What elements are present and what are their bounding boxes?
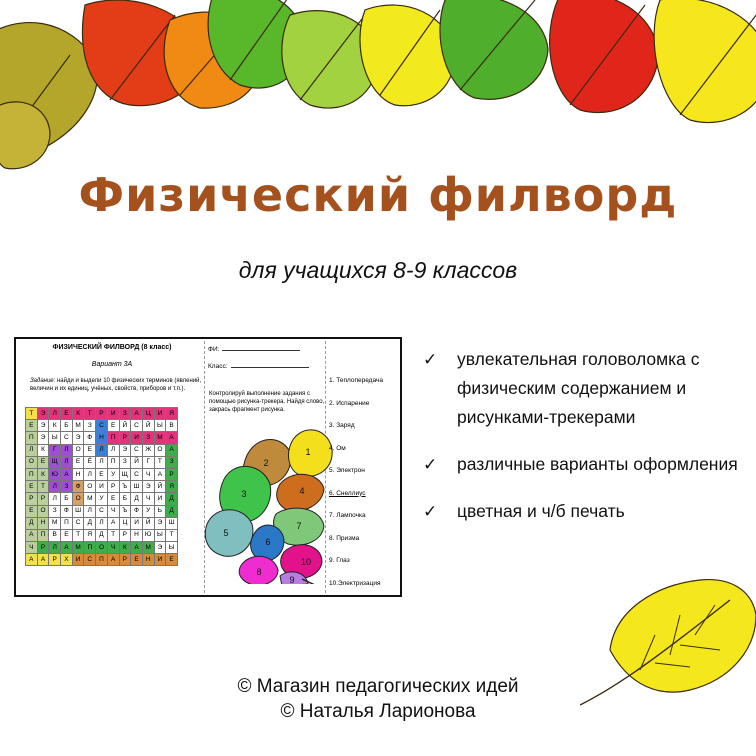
worksheet-preview: [14, 337, 402, 597]
grid-cell: Р: [49, 554, 61, 566]
grid-cell: Т: [166, 529, 178, 541]
worksheet-variant: Вариант 3А: [91, 361, 133, 368]
grid-cell: Д: [166, 505, 178, 517]
grid-cell: Й: [119, 420, 131, 432]
grid-cell: Л: [26, 444, 38, 456]
grid-cell: Щ: [49, 456, 61, 468]
grid-cell: М: [84, 493, 96, 505]
grid-cell: Ю: [142, 529, 154, 541]
leaf-num-5: 5: [223, 528, 229, 538]
grid-cell: Р: [96, 408, 108, 420]
fi-field: [208, 346, 300, 353]
grid-cell: Ы: [154, 420, 166, 432]
grid-cell: Е: [61, 529, 73, 541]
check-icon: ✓: [423, 455, 438, 474]
grid-cell: И: [72, 554, 84, 566]
grid-cell: Р: [166, 468, 178, 480]
answer-item: 2. Испарение: [329, 399, 370, 407]
check-icon: ✓: [423, 350, 438, 369]
grid-cell: П: [96, 554, 108, 566]
grid-cell: Ф: [61, 505, 73, 517]
grid-cell: Л: [49, 542, 61, 554]
feature-item: [423, 497, 753, 526]
leaf-part-5: [205, 510, 253, 557]
grid-cell: Т: [37, 481, 49, 493]
worksheet-header: ФИЗИЧЕСКИЙ ФИЛВОРД (8 класс): [52, 344, 172, 351]
grid-cell: Ч: [107, 542, 119, 554]
leaf-num-7: 7: [296, 521, 302, 531]
grid-cell: Р: [37, 493, 49, 505]
task-text: найди и выдели 10 физических терминов (явлений, величин и их единиц, учёных, свойств, приборов и т.п.).: [30, 378, 202, 392]
grid-cell: З: [119, 456, 131, 468]
leaf-num-6: 6: [265, 537, 271, 547]
grid-cell: Е: [166, 554, 178, 566]
grid-cell: Ъ: [119, 481, 131, 493]
tracker-leaf: [202, 424, 337, 584]
grid-cell: П: [107, 432, 119, 444]
grid-cell: Э: [154, 517, 166, 529]
grid-row: [26, 420, 178, 432]
grid-cell: Ш: [131, 481, 143, 493]
grid-cell: О: [154, 444, 166, 456]
grid-cell: Л: [96, 517, 108, 529]
grid-cell: Ч: [142, 493, 154, 505]
grid-cell: Э: [37, 432, 49, 444]
grid-cell: Д: [131, 493, 143, 505]
grid-cell: А: [26, 554, 38, 566]
grid-cell: Р: [119, 554, 131, 566]
grid-cell: У: [96, 493, 108, 505]
leaf-num-2: 2: [263, 458, 269, 468]
grid-cell: И: [131, 432, 143, 444]
feature-list: [423, 345, 753, 526]
grid-cell: Л: [49, 408, 61, 420]
grid-cell: Э: [142, 481, 154, 493]
grid-cell: Ы: [166, 542, 178, 554]
grid-cell: Д: [26, 517, 38, 529]
grid-cell: Е: [131, 554, 143, 566]
grid-cell: Л: [84, 505, 96, 517]
answer-item: 1. Теплопередача: [329, 377, 383, 384]
class-label: Класс:: [208, 363, 228, 370]
grid-row: [26, 432, 178, 444]
grid-cell: Р: [37, 542, 49, 554]
answer-item: 8. Призма: [329, 534, 360, 542]
grid-cell: Э: [154, 542, 166, 554]
grid-cell: С: [96, 420, 108, 432]
grid-cell: О: [84, 481, 96, 493]
grid-cell: Е: [61, 408, 73, 420]
grid-cell: Т: [154, 456, 166, 468]
grid-cell: Э: [119, 444, 131, 456]
grid-cell: Я: [166, 408, 178, 420]
grid-cell: И: [131, 517, 143, 529]
class-field: [208, 363, 309, 370]
grid-cell: Н: [37, 517, 49, 529]
grid-cell: Ё: [84, 456, 96, 468]
leaf-yellow-2: [654, 0, 756, 123]
grid-cell: В: [166, 420, 178, 432]
grid-cell: Ч: [142, 468, 154, 480]
grid-cell: З: [84, 420, 96, 432]
grid-cell: С: [72, 517, 84, 529]
grid-cell: Т: [26, 408, 38, 420]
grid-cell: А: [107, 517, 119, 529]
grid-cell: Э: [37, 420, 49, 432]
grid-cell: Н: [142, 554, 154, 566]
grid-cell: Й: [142, 420, 154, 432]
page-title: Физический филворд: [78, 168, 678, 222]
feature-item: [423, 450, 753, 479]
grid-cell: Ж: [142, 444, 154, 456]
grid-cell: Т: [84, 408, 96, 420]
leaf-num-3: 3: [241, 489, 247, 499]
grid-cell: Ы: [49, 432, 61, 444]
grid-cell: П: [37, 529, 49, 541]
grid-cell: О: [96, 542, 108, 554]
grid-cell: К: [72, 408, 84, 420]
grid-cell: Р: [107, 481, 119, 493]
grid-row: [26, 554, 178, 566]
grid-cell: З: [61, 481, 73, 493]
grid-cell: Ю: [49, 468, 61, 480]
grid-cell: Ы: [154, 529, 166, 541]
grid-cell: Х: [61, 554, 73, 566]
grid-cell: К: [37, 444, 49, 456]
grid-cell: Е: [72, 456, 84, 468]
grid-cell: Я: [166, 481, 178, 493]
grid-cell: Р: [119, 432, 131, 444]
grid-cell: О: [72, 493, 84, 505]
grid-cell: Н: [96, 432, 108, 444]
grid-cell: Г: [142, 456, 154, 468]
grid-cell: Л: [49, 481, 61, 493]
answer-item: 10.Электризация: [329, 579, 381, 587]
grid-cell: С: [96, 505, 108, 517]
grid-cell: А: [131, 408, 143, 420]
answer-item: 7. Лампочка: [329, 512, 366, 519]
answer-item: 9. Глаз: [329, 557, 350, 564]
grid-cell: Д: [96, 529, 108, 541]
grid-cell: А: [131, 542, 143, 554]
grid-cell: А: [61, 468, 73, 480]
grid-cell: С: [61, 432, 73, 444]
grid-row: [26, 456, 178, 468]
feature-text: увлекательная головоломка с физическим содержанием и рисунками-трекерами: [457, 349, 700, 427]
grid-cell: Е: [37, 456, 49, 468]
grid-cell: К: [49, 420, 61, 432]
grid-cell: М: [154, 432, 166, 444]
grid-cell: Е: [26, 505, 38, 517]
page-subtitle: для учащихся 8-9 классов: [238, 257, 518, 283]
grid-cell: А: [61, 542, 73, 554]
grid-cell: П: [84, 542, 96, 554]
grid-cell: С: [131, 420, 143, 432]
grid-cell: Ф: [72, 481, 84, 493]
task-label: Задание:: [30, 378, 56, 384]
grid-cell: Л: [49, 493, 61, 505]
grid-cell: М: [49, 517, 61, 529]
grid-cell: З: [119, 408, 131, 420]
leaf-num-1: 1: [305, 447, 311, 457]
autumn-leaves-banner: [0, 0, 756, 180]
grid-cell: К: [119, 542, 131, 554]
grid-cell: Н: [131, 529, 143, 541]
grid-cell: Е: [107, 420, 119, 432]
grid-row: [26, 468, 178, 480]
grid-cell: Ш: [72, 505, 84, 517]
grid-cell: Ч: [107, 505, 119, 517]
tracker-hint: Контролируй выполнение задания с помощью рисунка-трекера. Найдя слово, закрась фрагмент рисунка.: [209, 391, 325, 413]
grid-cell: Е: [107, 493, 119, 505]
grid-cell: А: [166, 444, 178, 456]
grid-cell: В: [49, 529, 61, 541]
feature-text: различные варианты оформления: [457, 454, 738, 474]
grid-cell: Й: [154, 481, 166, 493]
grid-cell: У: [107, 468, 119, 480]
grid-cell: Н: [72, 468, 84, 480]
grid-cell: А: [166, 432, 178, 444]
grid-cell: Ц: [142, 408, 154, 420]
grid-cell: Д: [166, 493, 178, 505]
grid-cell: Я: [84, 529, 96, 541]
grid-cell: Л: [96, 444, 108, 456]
copyright-block: [0, 674, 756, 724]
grid-cell: Ь: [154, 505, 166, 517]
copyright-author: © Наталья Ларионова: [280, 701, 476, 722]
grid-cell: П: [61, 517, 73, 529]
grid-cell: И: [107, 408, 119, 420]
grid-cell: Э: [72, 432, 84, 444]
grid-cell: П: [26, 432, 38, 444]
grid-cell: Р: [26, 493, 38, 505]
copyright-shop: © Магазин педагогических идей: [237, 676, 519, 697]
grid-cell: Ъ: [119, 505, 131, 517]
fillword-grid: [25, 407, 178, 566]
grid-cell: О: [72, 444, 84, 456]
grid-cell: Ц: [119, 517, 131, 529]
grid-cell: Л: [61, 456, 73, 468]
grid-cell: О: [37, 505, 49, 517]
grid-cell: Л: [96, 456, 108, 468]
grid-cell: А: [154, 468, 166, 480]
grid-cell: Л: [84, 468, 96, 480]
check-icon: ✓: [423, 502, 438, 521]
answer-item: 5. Электрон: [329, 467, 365, 474]
grid-cell: А: [26, 529, 38, 541]
grid-row: [26, 481, 178, 493]
grid-row: [26, 444, 178, 456]
grid-cell: С: [131, 468, 143, 480]
answer-list: [329, 377, 397, 597]
grid-cell: З: [166, 456, 178, 468]
grid-row: [26, 542, 178, 554]
grid-cell: М: [72, 420, 84, 432]
fi-label: ФИ:: [208, 346, 220, 353]
grid-cell: Г: [49, 444, 61, 456]
grid-row: [26, 408, 178, 420]
grid-cell: Ч: [26, 542, 38, 554]
grid-cell: О: [26, 456, 38, 468]
grid-cell: Е: [96, 468, 108, 480]
grid-cell: Ш: [166, 517, 178, 529]
grid-cell: Е: [26, 481, 38, 493]
grid-cell: Ф: [84, 432, 96, 444]
grid-cell: Щ: [119, 468, 131, 480]
grid-cell: И: [154, 554, 166, 566]
grid-cell: Т: [107, 529, 119, 541]
grid-row: [26, 529, 178, 541]
leaf-num-10: 10: [300, 557, 312, 567]
grid-cell: Л: [61, 444, 73, 456]
grid-cell: Е: [26, 420, 38, 432]
grid-row: [26, 505, 178, 517]
grid-row: [26, 493, 178, 505]
grid-cell: Й: [142, 517, 154, 529]
grid-cell: З: [142, 432, 154, 444]
grid-cell: П: [107, 456, 119, 468]
answer-item: 3. Заряд: [329, 422, 355, 429]
grid-cell: С: [131, 444, 143, 456]
grid-cell: И: [154, 408, 166, 420]
grid-cell: Р: [119, 529, 131, 541]
grid-cell: Е: [84, 444, 96, 456]
grid-row: [26, 517, 178, 529]
grid-cell: А: [107, 554, 119, 566]
grid-cell: Б: [61, 493, 73, 505]
worksheet-task: [30, 377, 210, 393]
grid-cell: З: [49, 505, 61, 517]
grid-cell: Б: [61, 420, 73, 432]
grid-cell: К: [37, 468, 49, 480]
answer-item: 6. Снеллиус: [329, 489, 366, 497]
grid-cell: Д: [84, 517, 96, 529]
grid-cell: Й: [131, 456, 143, 468]
grid-cell: И: [96, 481, 108, 493]
grid-cell: С: [84, 554, 96, 566]
answer-item: 4. Ом: [329, 444, 346, 452]
leaf-num-8: 8: [256, 567, 262, 577]
feature-item: [423, 345, 753, 432]
grid-cell: У: [142, 505, 154, 517]
leaf-num-9: 9: [289, 575, 295, 584]
leaf-red-2: [550, 0, 658, 113]
grid-cell: Т: [72, 529, 84, 541]
feature-text: цветная и ч/б печать: [457, 501, 625, 521]
grid-cell: П: [26, 468, 38, 480]
grid-cell: А: [37, 554, 49, 566]
grid-cell: М: [72, 542, 84, 554]
grid-cell: М: [142, 542, 154, 554]
grid-cell: Ф: [131, 505, 143, 517]
grid-cell: Л: [107, 444, 119, 456]
grid-cell: И: [154, 493, 166, 505]
leaf-num-4: 4: [299, 486, 305, 496]
grid-cell: Б: [119, 493, 131, 505]
grid-cell: Э: [37, 408, 49, 420]
